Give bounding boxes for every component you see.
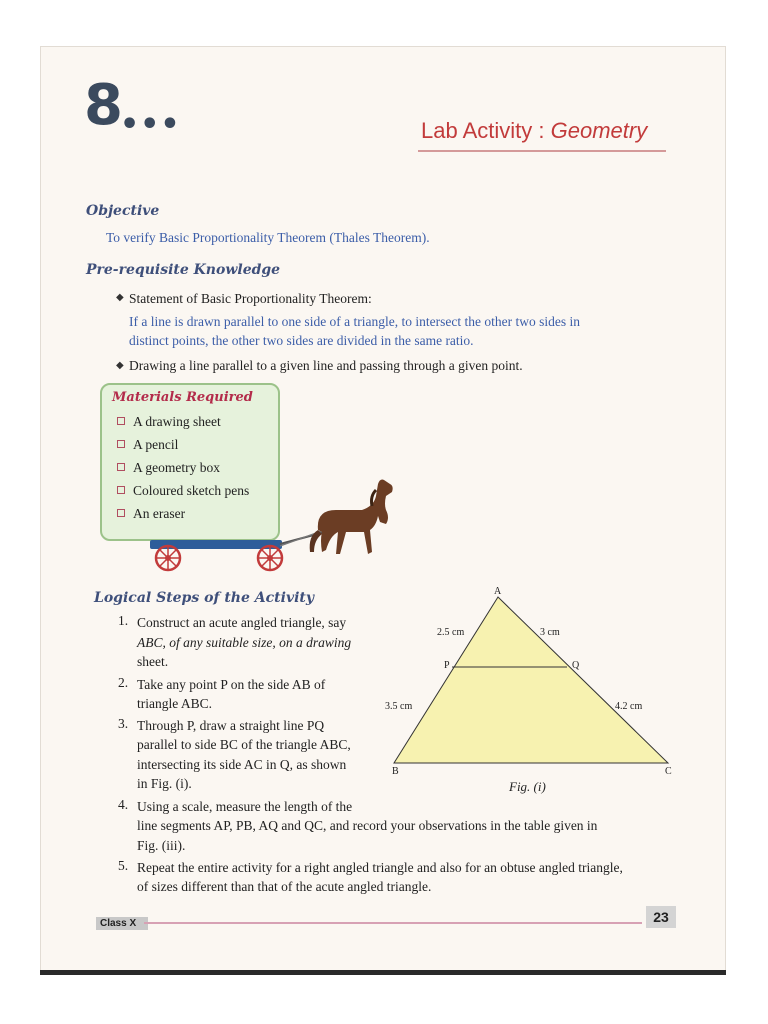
- theorem-statement-line-1: If a line is drawn parallel to one side of a triangle, to intersect the other two sides in: [129, 314, 580, 329]
- step-number: 2.: [118, 675, 129, 690]
- prerequisite-bullet-2: Drawing a line parallel to a given line and passing through a given point.: [129, 358, 523, 373]
- material-item: [117, 414, 221, 430]
- material-label: An eraser: [133, 506, 186, 521]
- point-label-q: Q: [572, 660, 580, 671]
- checkbox-square-icon: [117, 486, 125, 494]
- bullet-icon: ◆: [116, 292, 124, 303]
- step-number: 3.: [118, 716, 129, 731]
- materials-heading: Materials Required: [112, 390, 253, 405]
- theorem-statement-line-2: distinct points, the other two sides are divided in the same ratio.: [129, 333, 474, 348]
- length-aq: 3 cm: [540, 627, 560, 638]
- step-4-line-2: line segments AP, PB, AQ and QC, and record your observations in the table given in: [137, 818, 598, 833]
- page-title: [421, 118, 647, 144]
- vertex-label-b: B: [392, 766, 399, 777]
- checkbox-square-icon: [117, 417, 125, 425]
- checkbox-square-icon: [117, 463, 125, 471]
- length-pb: 3.5 cm: [385, 701, 413, 712]
- vertex-label-a: A: [494, 586, 502, 597]
- steps-heading: Logical Steps of the Activity: [94, 590, 314, 606]
- step-2-line-2: triangle ABC.: [137, 696, 212, 711]
- material-label: A drawing sheet: [133, 414, 221, 429]
- material-label: A geometry box: [133, 460, 220, 475]
- page-number: 23: [646, 906, 676, 928]
- objective-text: To verify Basic Proportionality Theorem (Thales Theorem).: [106, 230, 430, 245]
- step-4-line-3: Fig. (iii).: [137, 838, 186, 853]
- checkbox-square-icon: [117, 440, 125, 448]
- prerequisite-heading: Pre-requisite Knowledge: [86, 262, 281, 278]
- step-number: 1.: [118, 613, 129, 628]
- step-5-line-1: Repeat the entire activity for a right angled triangle and also for an obtuse angled triangle,: [137, 860, 623, 875]
- step-3-line-1: Through P, draw a straight line PQ: [137, 718, 325, 733]
- step-1-line-2: ABC, of any suitable size, on a drawing: [137, 635, 352, 650]
- length-ap: 2.5 cm: [437, 627, 465, 638]
- point-label-p: P: [444, 660, 450, 671]
- title-sub: Geometry: [550, 118, 648, 143]
- triangle-figure: [380, 585, 680, 775]
- step-3-line-2: parallel to side BC of the triangle ABC,: [137, 737, 351, 752]
- footer-rule: [144, 922, 642, 924]
- figure-caption: Fig. (i): [509, 779, 546, 794]
- bottom-border: [40, 970, 726, 975]
- step-number: 5.: [118, 858, 129, 873]
- prerequisite-bullet-1: Statement of Basic Proportionality Theorem:: [129, 291, 372, 306]
- step-5-line-2: of sizes different than that of the acute angled triangle.: [137, 879, 432, 894]
- triangle-abc: [394, 597, 668, 763]
- length-qc: 4.2 cm: [615, 701, 643, 712]
- step-3-line-3: intersecting its side AC in Q, as shown: [137, 757, 347, 772]
- bullet-icon: ◆: [116, 360, 124, 371]
- step-3-line-4: in Fig. (i).: [137, 776, 192, 791]
- step-1-line-1: Construct an acute angled triangle, say: [137, 615, 347, 630]
- step-1-line-3: sheet.: [137, 654, 169, 669]
- horse-cart-icon: [140, 470, 410, 580]
- step-number: 4.: [118, 797, 129, 812]
- step-4-line-1: Using a scale, measure the length of the: [137, 799, 353, 814]
- material-item: [117, 437, 178, 453]
- checkbox-square-icon: [117, 509, 125, 517]
- vertex-label-c: C: [665, 766, 672, 777]
- material-label: Coloured sketch pens: [133, 483, 250, 498]
- title-main: Lab Activity :: [421, 118, 551, 143]
- class-badge: Class X: [96, 917, 148, 930]
- step-2-line-1: Take any point P on the side AB of: [137, 677, 326, 692]
- objective-heading: Objective: [86, 203, 160, 219]
- chapter-number: 8: [84, 73, 121, 138]
- title-underline: [418, 150, 666, 152]
- material-label: A pencil: [133, 437, 179, 452]
- chapter-dots: •••: [120, 107, 181, 142]
